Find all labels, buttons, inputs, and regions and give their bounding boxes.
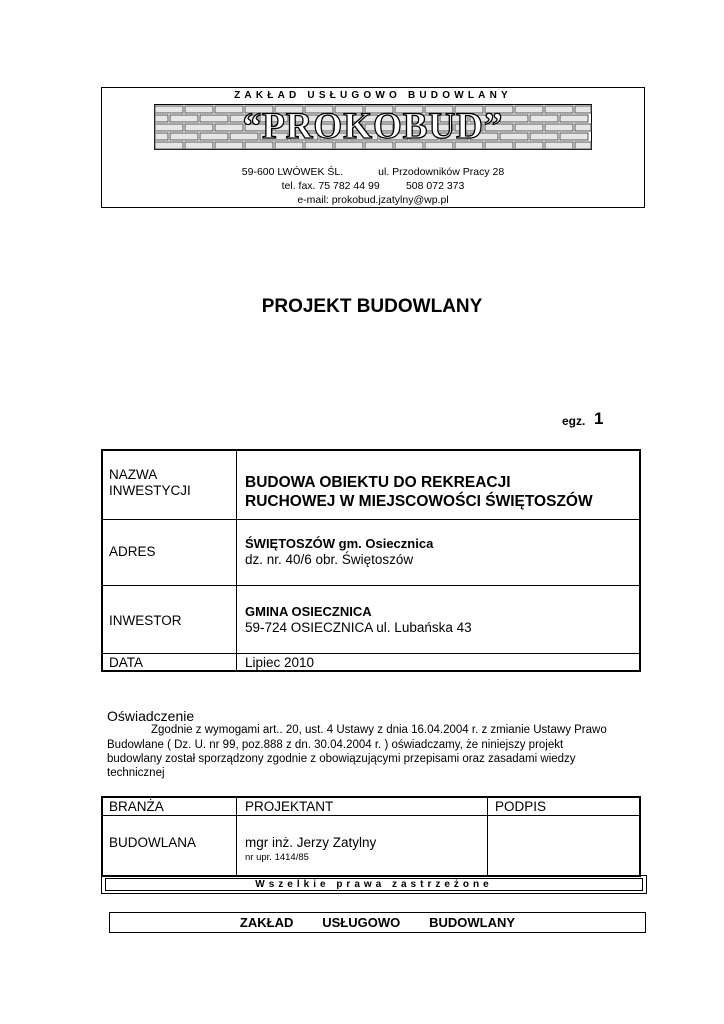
statement-title: Oświadczenie xyxy=(107,708,195,724)
footer-company-name: ZAKŁAD USŁUGOWO BUDOWLANY xyxy=(239,915,516,930)
address-value-line: dz. nr. 40/6 obr. Świętoszów xyxy=(245,552,414,567)
table-divider xyxy=(103,585,639,586)
rights-bar xyxy=(101,875,647,894)
company-name-top: ZAKŁAD USŁUGOWO BUDOWLANY xyxy=(234,90,512,101)
investment-value xyxy=(245,473,593,511)
phone-line xyxy=(102,180,644,192)
rights-text: Wszelkie prawa zastrzeżone xyxy=(255,879,493,890)
table-divider xyxy=(103,653,639,654)
phone-mobile: 508 072 373 xyxy=(405,180,465,192)
company-header xyxy=(101,87,645,208)
logo-wordmark: “PROKOBUD” xyxy=(242,106,504,147)
statement-line: Zgodnie z wymogami art.. 20, ust. 4 Ustawy z dnia 16.04.2004 r. z zmianie Ustawy Prawo xyxy=(151,724,607,736)
investor-value-line: GMINA OSIECZNICA xyxy=(245,604,372,619)
address-value xyxy=(245,536,433,568)
footer-box xyxy=(109,912,646,933)
statement-line: technicznej xyxy=(107,767,165,779)
col-signature-header: PODPIS xyxy=(495,799,547,814)
table-divider xyxy=(103,815,639,816)
branch-value: BUDOWLANA xyxy=(109,835,197,850)
address-street: ul. Przodowników Pracy 28 xyxy=(378,166,505,178)
designer-license: nr upr. 1414/85 xyxy=(245,852,309,863)
address-city: 59-600 LWÓWEK ŚL. xyxy=(241,166,344,178)
email-line: e-mail: prokobud.jzatylny@wp.pl xyxy=(297,194,449,206)
address-value-line: ŚWIĘTOSZÓW gm. Osiecznica xyxy=(245,536,434,551)
designer-table xyxy=(101,796,641,877)
table-divider xyxy=(236,451,237,670)
investment-label-line: NAZWA xyxy=(109,467,158,482)
rights-frame xyxy=(105,878,643,891)
table-divider xyxy=(103,519,639,520)
investment-label-line: INWESTYCJI xyxy=(109,483,191,498)
copy-number: 1 xyxy=(594,409,604,428)
phone-fax: tel. fax. 75 782 44 99 xyxy=(281,180,380,192)
address-line xyxy=(102,166,644,178)
col-branch-header: BRANŻA xyxy=(109,799,164,814)
table-divider xyxy=(487,798,488,875)
document-title: PROJEKT BUDOWLANY xyxy=(261,296,483,317)
investment-value-line: BUDOWA OBIEKTU DO REKREACJI xyxy=(245,474,511,491)
investor-value-line: 59-724 OSIECZNICA ul. Lubańska 43 xyxy=(245,620,472,635)
col-designer-header: PROJEKTANT xyxy=(245,799,334,814)
table-divider xyxy=(236,798,237,875)
investor-value xyxy=(245,604,472,636)
investor-label: INWESTOR xyxy=(109,613,182,628)
project-info-table xyxy=(101,449,641,672)
investment-label xyxy=(109,467,191,499)
date-label: DATA xyxy=(109,655,144,670)
date-value: Lipiec 2010 xyxy=(245,655,315,670)
address-label: ADRES xyxy=(109,544,156,559)
statement-line: Budowlane ( Dz. U. nr 99, poz.888 z dn. 30.04.2004 r. ) oświadczamy, że niniejszy projekt xyxy=(107,739,564,751)
copy-label: egz. xyxy=(562,414,586,428)
statement-line: budowlany został sporządzony zgodnie z obowiązującymi przepisami oraz zasadami wiedzy xyxy=(107,753,576,765)
designer-name: mgr inż. Jerzy Zatylny xyxy=(245,835,377,850)
investment-value-line: RUCHOWEJ W MIEJSCOWOŚCI ŚWIĘTOSZÓW xyxy=(245,493,593,510)
